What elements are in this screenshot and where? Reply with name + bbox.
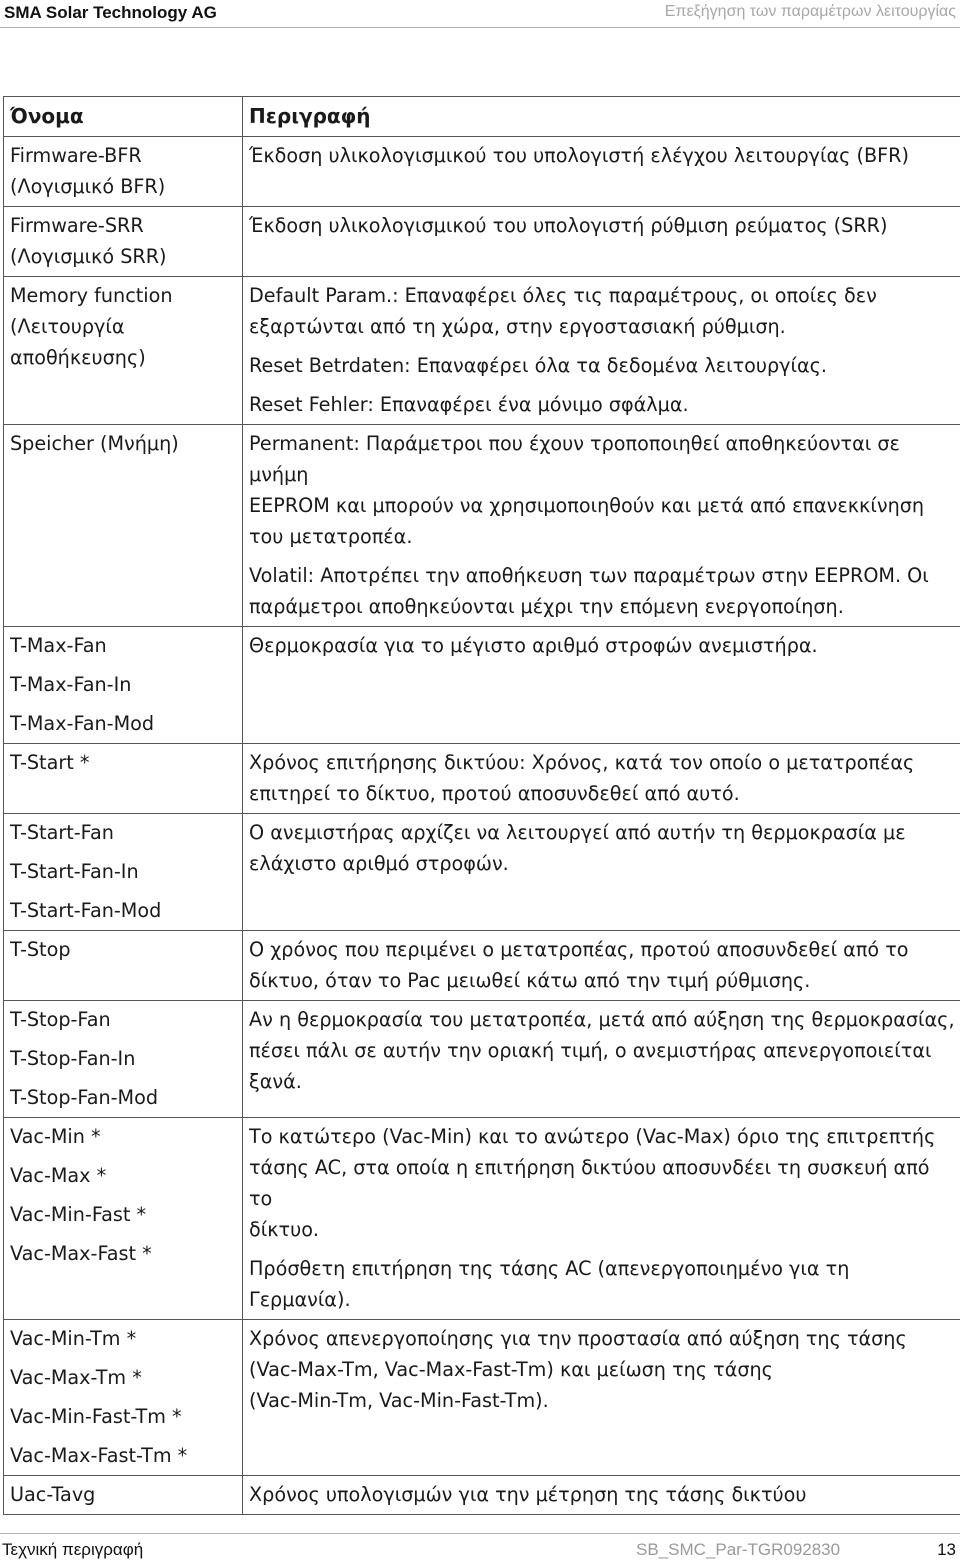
parameter-name: (Λογισμικό SRR) [10,245,167,268]
parameter-name: Vac-Min-Fast-Tm * [10,1405,182,1428]
parameter-name: Vac-Max-Fast * [10,1242,152,1265]
parameter-name: αποθήκευσης) [10,346,146,369]
parameter-description: Έκδοση υλικολογισμικού του υπολογιστή ρύθμιση ρεύματος (SRR) [249,214,888,237]
parameter-description: Χρόνος επιτήρησης δικτύου: Χρόνος, κατά τον οποίο ο μετατροπέας [249,751,915,774]
parameter-name: T-Stop-Fan-In [10,1047,136,1070]
parameter-description: δίκτυο, όταν το Pac μειωθεί κάτω από την τιμή ρύθμισης. [249,969,811,992]
table-row [4,744,960,814]
parameter-description: Θερμοκρασία για το μέγιστο αριθμό στροφών ανεμιστήρα. [249,634,818,657]
parameter-name: Firmware-BFR [10,144,142,167]
table-row [4,1476,960,1515]
paragraph-gap [249,381,955,389]
parameter-name: Memory function [10,284,173,307]
page-header [0,0,960,28]
parameter-name: T-Stop [10,938,71,961]
parameter-description: Volatil: Αποτρέπει την αποθήκευση των παραμέτρων στην EEPROM. Οι [249,564,929,587]
parameter-table [3,96,960,1515]
parameter-description: Έκδοση υλικολογισμικού του υπολογιστή ελέγχου λειτουργίας (BFR) [249,144,910,167]
parameter-name: Speicher (Μνήμη) [10,432,179,455]
table-row [4,1001,960,1118]
parameter-description-cell [243,627,960,744]
parameter-name: T-Start * [10,751,90,774]
parameter-name: (Λειτουργία [10,315,125,338]
parameter-description: Reset Betrdaten: Επαναφέρει όλα τα δεδομένα λειτουργίας. [249,354,828,377]
parameter-description: Reset Fehler: Επαναφέρει ένα μόνιμο σφάλμα. [249,393,689,416]
parameter-description: Το κατώτερο (Vac-Min) και το ανώτερο (Vac-Max) όριο της επιτρεπτής [249,1125,936,1148]
parameter-name: T-Start-Fan-Mod [10,899,162,922]
parameter-description: Αν η θερμοκρασία του μετατροπέα, μετά από αύξηση της θερμοκρασίας, [249,1008,955,1031]
parameter-description-cell [243,1118,960,1320]
parameter-description: του μετατροπέα. [249,525,413,548]
page-footer [0,1533,960,1564]
parameter-description-cell [243,744,960,814]
parameter-description: Πρόσθετη επιτήρηση της τάσης AC (απενεργοποιημένο για τη Γερμανία). [249,1257,850,1311]
parameter-name: Vac-Min-Fast * [10,1203,147,1226]
parameter-name: Vac-Max * [10,1164,107,1187]
parameter-description-cell [243,1001,960,1118]
parameter-description: τάσης AC, στα οποία η επιτήρηση δικτύου αποσυνδέει τη συσκευή από το [249,1156,930,1210]
parameter-name-cell [4,137,243,207]
parameter-description: Χρόνος υπολογισμών για την μέτρηση της τάσης δικτύου [249,1483,807,1506]
company-name: SMA Solar Technology AG [4,3,217,22]
table-header-row [4,97,960,137]
parameter-name: T-Start-Fan-In [10,860,139,883]
table-row [4,627,960,744]
parameter-name-cell [4,744,243,814]
parameter-name-cell [4,814,243,931]
parameter-description-cell [243,1476,960,1515]
parameter-name-cell [4,931,243,1001]
table-row [4,931,960,1001]
parameter-name: T-Max-Fan [10,634,107,657]
parameter-name-cell [4,277,243,425]
parameter-description-cell [243,1320,960,1476]
document-type: Τεχνική περιγραφή [2,1540,144,1559]
parameter-description: Χρόνος απενεργοποίησης για την προστασία από αύξηση της τάσης [249,1327,907,1350]
parameter-description: ελάχιστο αριθμό στροφών. [249,852,509,875]
parameter-name: T-Stop-Fan [10,1008,111,1031]
parameter-name: Vac-Min * [10,1125,101,1148]
parameter-name: T-Stop-Fan-Mod [10,1086,159,1109]
table-row [4,137,960,207]
table-row [4,207,960,277]
section-title: Επεξήγηση των παραμέτρων λειτουργίας [664,3,956,20]
paragraph-gap [249,1245,955,1253]
parameter-name: Firmware-SRR [10,214,144,237]
parameter-description-cell [243,814,960,931]
parameter-name-cell [4,1001,243,1118]
document-id: SB_SMC_Par-TGR092830 [636,1540,841,1559]
parameter-name-cell [4,425,243,627]
parameter-description: Ο χρόνος που περιμένει ο μετατροπέας, προτού αποσυνδεθεί από το [249,938,909,961]
parameter-description: Default Param.: Επαναφέρει όλες τις παραμέτρους, οι οποίες δεν [249,284,877,307]
parameter-description: εξαρτώνται από τη χώρα, στην εργοστασιακή ρύθμιση. [249,315,786,338]
parameter-name: Vac-Max-Fast-Tm * [10,1444,188,1467]
parameter-description: Ο ανεμιστήρας αρχίζει να λειτουργεί από αυτήν τη θερμοκρασία με [249,821,906,844]
column-header-description: Περιγραφή [243,97,960,137]
parameter-description-cell [243,277,960,425]
table-row [4,814,960,931]
page-number: 13 [937,1540,956,1559]
parameter-name-cell [4,627,243,744]
parameter-description-cell [243,931,960,1001]
parameter-name: T-Max-Fan-Mod [10,712,155,735]
parameter-description-cell [243,137,960,207]
table-row [4,277,960,425]
parameter-name-cell [4,1118,243,1320]
table-row [4,425,960,627]
parameter-name: T-Start-Fan [10,821,114,844]
parameter-description: επιτηρεί το δίκτυο, προτού αποσυνδεθεί από αυτό. [249,782,740,805]
parameter-description: πέσει πάλι σε αυτήν την οριακή τιμή, ο ανεμιστήρας απενεργοποιείται [249,1039,932,1062]
paragraph-gap [249,342,955,350]
parameter-name: Uac-Tavg [10,1483,96,1506]
parameter-description-cell [243,207,960,277]
parameter-name: Vac-Min-Tm * [10,1327,137,1350]
parameter-description: παράμετροι αποθηκεύονται μέχρι την επόμενη ενεργοποίηση. [249,595,844,618]
parameter-description-cell [243,425,960,627]
parameter-description: (Vac-Min-Tm, Vac-Min-Fast-Tm). [249,1389,549,1412]
parameter-name: T-Max-Fan-In [10,673,132,696]
parameter-name: Vac-Max-Tm * [10,1366,142,1389]
parameter-description: Permanent: Παράμετροι που έχουν τροποποιηθεί αποθηκεύονται σε μνήμη [249,432,900,486]
parameter-description: δίκτυο. [249,1218,320,1241]
table-row [4,1118,960,1320]
parameter-name: (Λογισμικό BFR) [10,175,166,198]
table-row [4,1320,960,1476]
parameter-description: EEPROM και μπορούν να χρησιμοποιηθούν και μετά από επανεκκίνηση [249,494,925,517]
column-header-name: Όνομα [4,97,243,137]
parameter-name-cell [4,207,243,277]
parameter-name-cell [4,1476,243,1515]
paragraph-gap [249,552,955,560]
parameter-description: ξανά. [249,1070,302,1093]
parameter-name-cell [4,1320,243,1476]
parameter-description: (Vac-Max-Tm, Vac-Max-Fast-Tm) και μείωση της τάσης [249,1358,773,1381]
